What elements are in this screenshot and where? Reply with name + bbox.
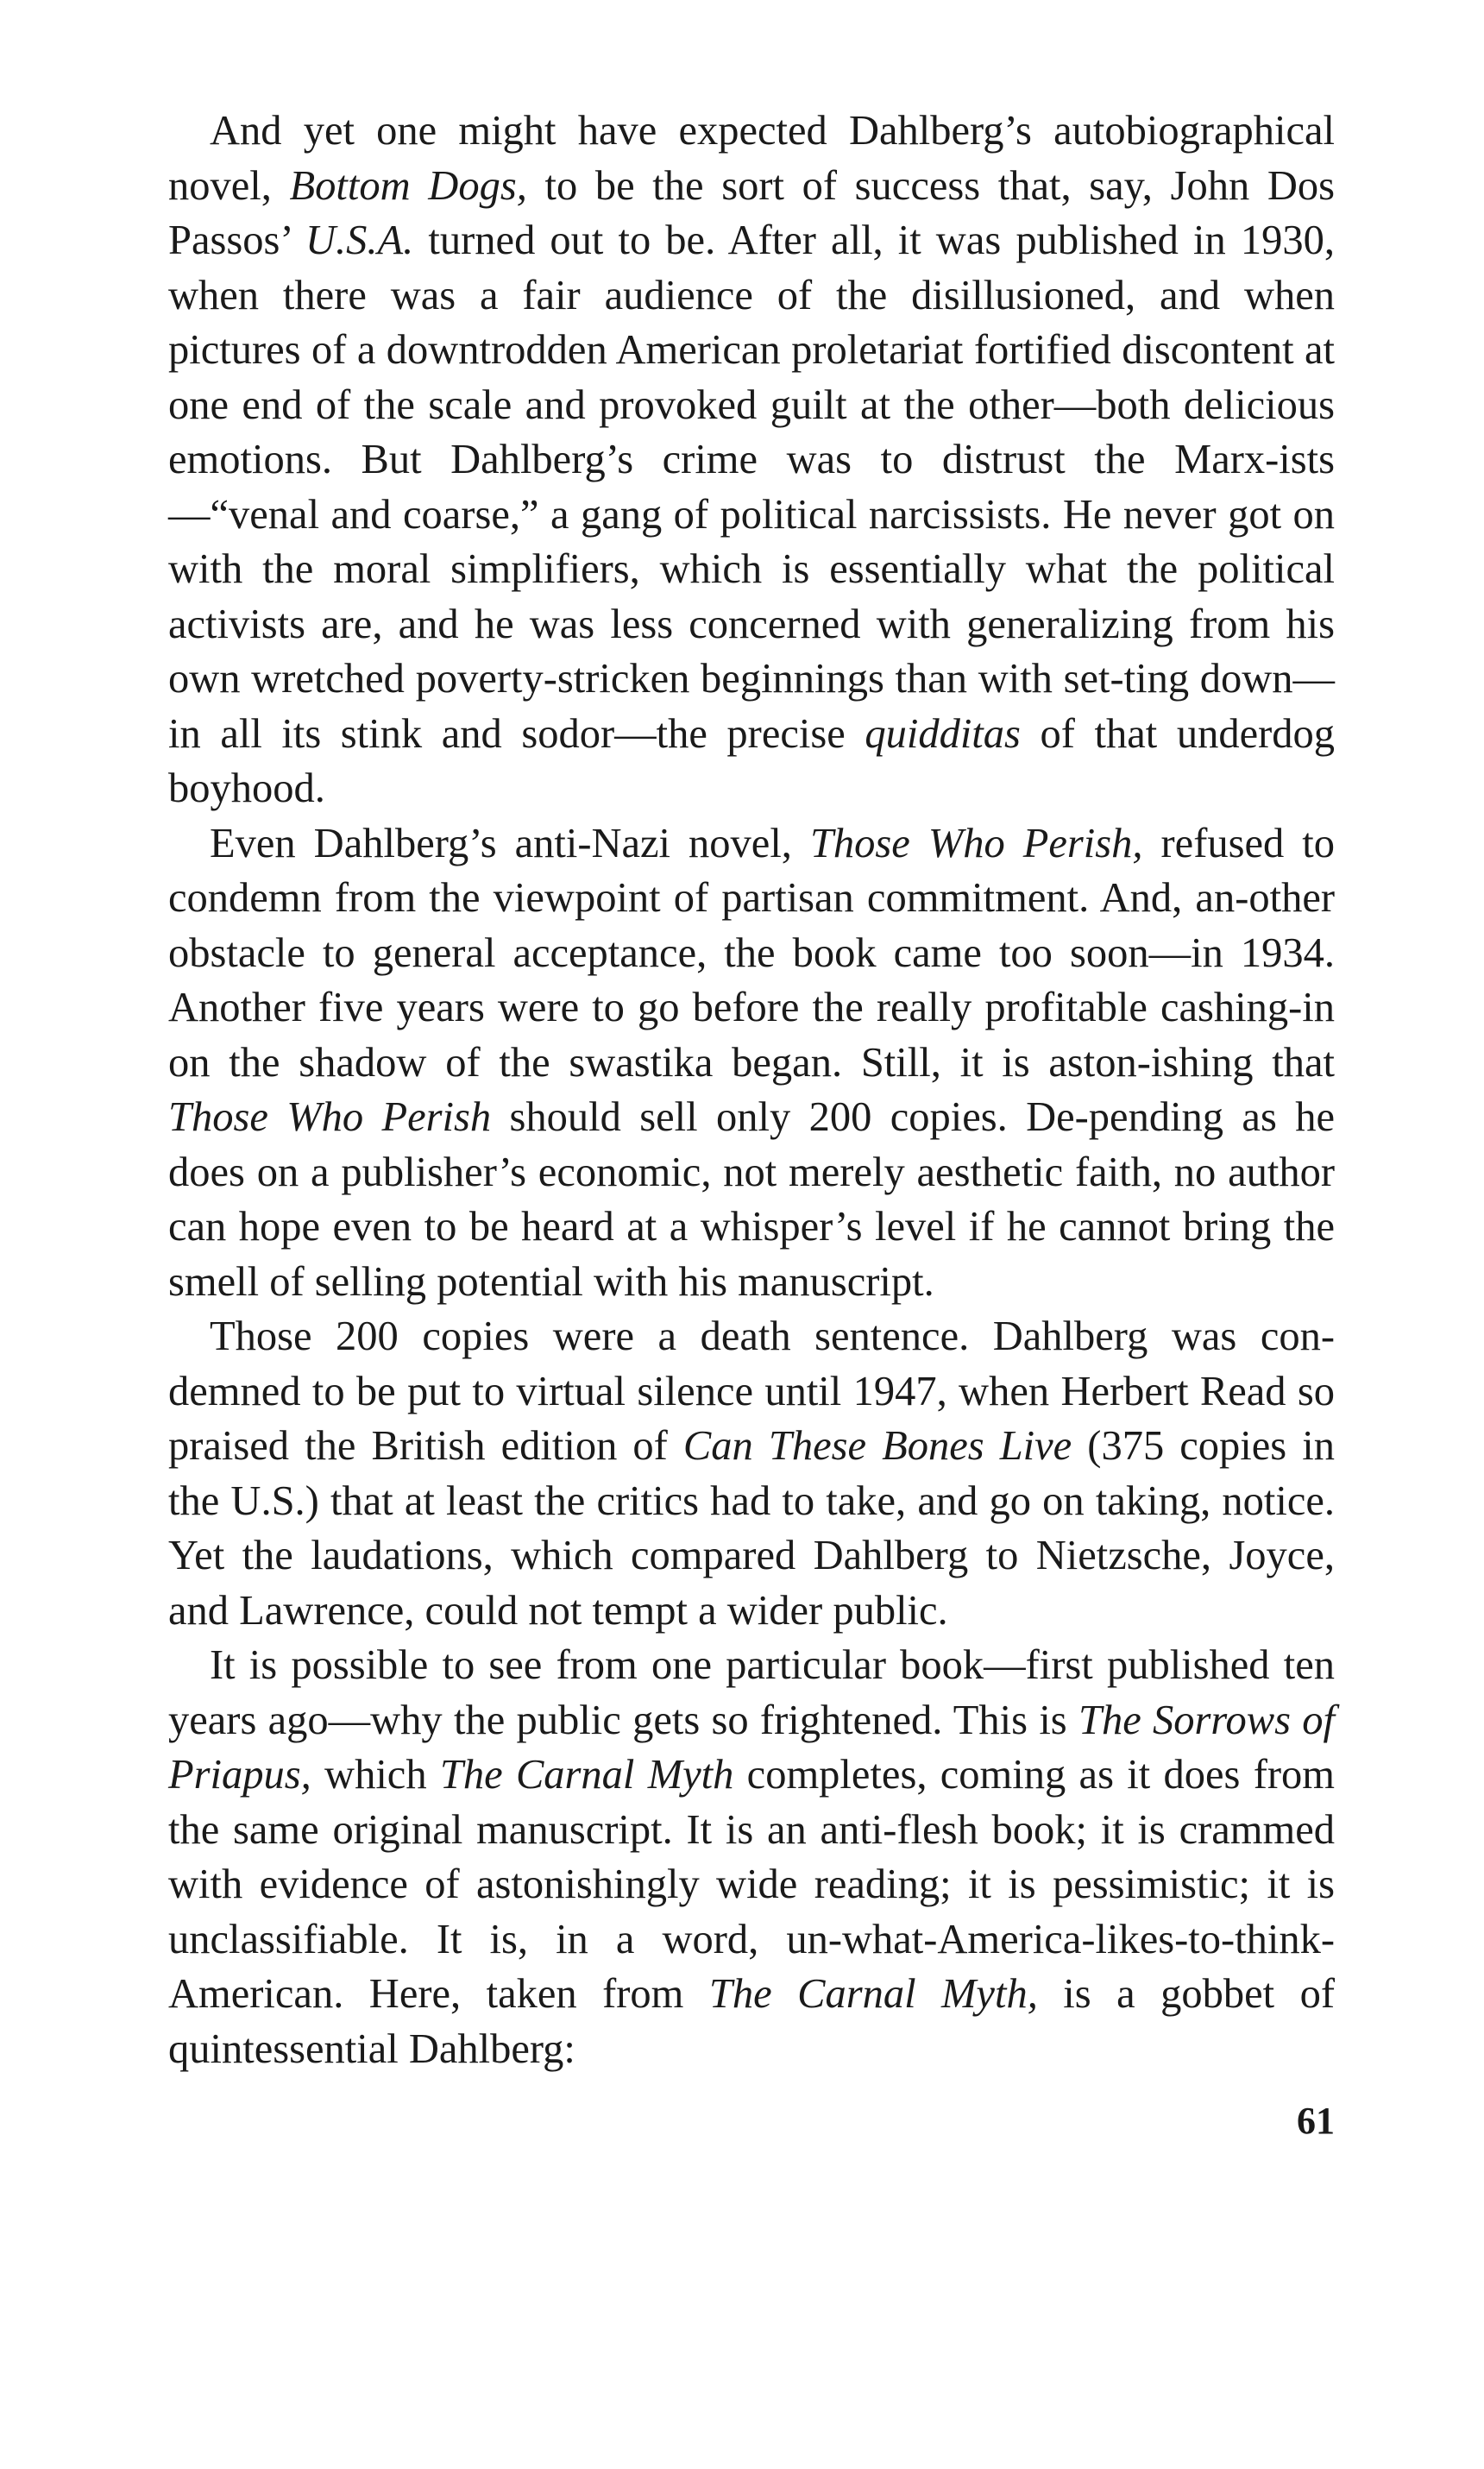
text-span: refused to condemn from the viewpoint of partisan commitment. And, an-other obstacle to general acceptance, the book came too soon—in 1934. Another five years were to go before the really profitable cashing-in on the shadow of the swastika began. Still, it is aston-ishing that bbox=[168, 820, 1335, 1086]
paragraph-3 bbox=[168, 1309, 1335, 1638]
text-span: completes, coming as it does from the same original manuscript. It is an anti-flesh book; it is crammed with evidence of astonishingly wide reading; it is pessimistic; it is unclassifiable. It is, in a word, un-what-America-likes-to-think-American. Here, taken from bbox=[168, 1752, 1335, 2017]
italic-title-span: The Sorrows of Priapus, bbox=[168, 1697, 1335, 1798]
page-number: 61 bbox=[1297, 2100, 1335, 2142]
text-span: Those 200 copies were a death sentence. Dahlberg was con-demned to be put to virtual silence until 1947, when Herbert Read so praised the British edition of bbox=[168, 1313, 1335, 1469]
italic-title-span: Can These Bones Live bbox=[682, 1423, 1072, 1469]
italic-title-span: The Carnal Myth, bbox=[708, 1971, 1038, 2017]
text-span: to be the sort of success that, say, John Dos Passos’ bbox=[168, 162, 1335, 263]
paragraph-1 bbox=[168, 104, 1335, 816]
paragraph-4 bbox=[168, 1638, 1335, 2076]
text-span: Even Dahlberg’s anti-Nazi novel, bbox=[210, 820, 810, 866]
text-span: which bbox=[311, 1752, 440, 1798]
italic-title-span: Those Who Perish, bbox=[809, 820, 1143, 866]
text-span: should sell only 200 copies. De-pending as he does on a publisher’s economic, not merely aesthetic faith, no author can hope even to be heard at a whisper’s level if he cannot bring the smell of selling potential with his manuscript. bbox=[168, 1094, 1335, 1305]
text-span: of that underdog boyhood. bbox=[168, 710, 1335, 811]
text-span: It is possible to see from one particular book—first published ten years ago—why the public gets so frightened. This is bbox=[168, 1642, 1335, 1743]
italic-title-span: U.S.A. bbox=[305, 217, 414, 263]
italic-title-span: quidditas bbox=[865, 710, 1021, 757]
text-span: turned out to be. After all, it was published in 1930, when there was a fair audience of the disillusioned, and when pictures of a downtrodden American proletariat fortified discontent at one end of the scale and provoked guilt at the other—both delicious emotions. But Dahlberg’s crime was to distrust the Marx-ists—“venal and coarse,” a gang of political narcissists. He never got on with the moral simplifiers, which is essentially what the political activists are, and he was less concerned with generalizing from his own wretched poverty-stricken beginnings than with set-ting down—in all its stink and sodor—the precise bbox=[168, 217, 1335, 757]
paragraph-2 bbox=[168, 816, 1335, 1310]
text-span: (375 copies in the U.S.) that at least the critics had to take, and go on taking, notice. Yet the laudations, which compared Dahlberg to Nietzsche, Joyce, and Lawrence, could not tempt a wider public. bbox=[168, 1423, 1335, 1634]
text-body bbox=[168, 104, 1335, 2076]
italic-title-span: Those Who Perish bbox=[168, 1094, 492, 1140]
text-span: is a gobbet of quintessential Dahlberg: bbox=[168, 1971, 1335, 2072]
italic-title-span: Bottom Dogs, bbox=[289, 162, 527, 209]
text-span: And yet one might have expected Dahlberg’s autobiographical novel, bbox=[168, 108, 1335, 209]
italic-title-span: The Carnal Myth bbox=[439, 1752, 734, 1798]
